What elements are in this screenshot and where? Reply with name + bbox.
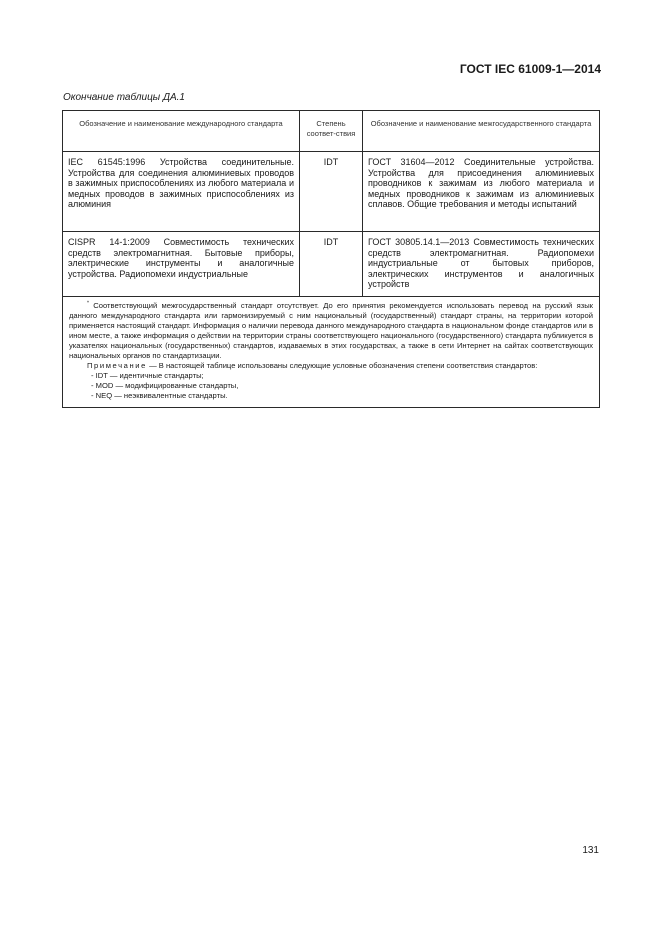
note-label: Примечание <box>87 361 147 370</box>
international-standard-cell: IEC 61545:1996 Устройства соединительные. Устройства для соединения алюминиевых проводов в зажимных приспособлениях из любого материала и медных проводов в зажимных приспособлениях из алюминия <box>63 152 300 232</box>
footnote <box>69 301 593 361</box>
table-header-row <box>63 111 600 152</box>
international-standard-cell: CISPR 14-1:2009 Совместимость технических средств электромагнитная. Бытовые приборы, электрические инструменты и аналогичные устройства. Радиопомехи индустриальные <box>63 232 300 297</box>
table-notes <box>63 297 600 408</box>
footnote-mark: * <box>87 300 89 307</box>
correspondence-table <box>62 110 600 408</box>
degree-cell: IDT <box>300 152 363 232</box>
note-text: — В настоящей таблице использованы следующие условные обозначения степени соответствия стандартов: <box>149 361 538 370</box>
legend-item-idt: - IDT — идентичные стандарты; <box>91 371 204 380</box>
document-code: ГОСТ IEC 61009-1—2014 <box>459 62 601 76</box>
legend-item-neq: - NEQ — неэквивалентные стандарты. <box>91 391 228 400</box>
table-notes-row <box>63 297 600 408</box>
header-interstate: Обозначение и наименование межгосударственного стандарта <box>363 111 600 152</box>
table-caption: Окончание таблицы ДА.1 <box>63 92 185 103</box>
page-number: 131 <box>582 845 599 856</box>
degree-cell: IDT <box>300 232 363 297</box>
note <box>69 361 593 371</box>
header-degree: Степень соответ-ствия <box>300 111 363 152</box>
table-row <box>63 152 600 232</box>
interstate-standard-cell: ГОСТ 30805.14.1—2013 Совместимость технических средств электромагнитная. Радиопомехи индустриальные от бытовых приборов, электрических инструментов и аналогичных устройств <box>363 232 600 297</box>
legend-item-mod: - MOD — модифицированные стандарты, <box>91 381 239 390</box>
interstate-standard-cell: ГОСТ 31604—2012 Соединительные устройства. Устройства для присоединения алюминиевых проводников к зажимам из любого материала и медных проводников к зажимам из алюминиевых сплавов. Общие требования и методы испытаний <box>363 152 600 232</box>
footnote-text: Соответствующий межгосударственный стандарт отсутствует. До его принятия рекомендуется использовать перевод на русский язык данного международного стандарта или гармонизируемый с ним национальный (государственный) стандарт страны, на территории которой применяется настоящий стандарт. Информация о наличии перевода данного международного стандарта в национальном фонде стандартов или в ином месте, а также информация о действии на территории страны соответствующего национального (государственного) стандарта публикуется в указателях национальных (государственных) стандартов, издаваемых в этих государствах, а также в сети Интернет на сайтах соответствующих национальных органов по стандартизации. <box>69 301 593 360</box>
table-row <box>63 232 600 297</box>
header-international: Обозначение и наименование международного стандарта <box>63 111 300 152</box>
